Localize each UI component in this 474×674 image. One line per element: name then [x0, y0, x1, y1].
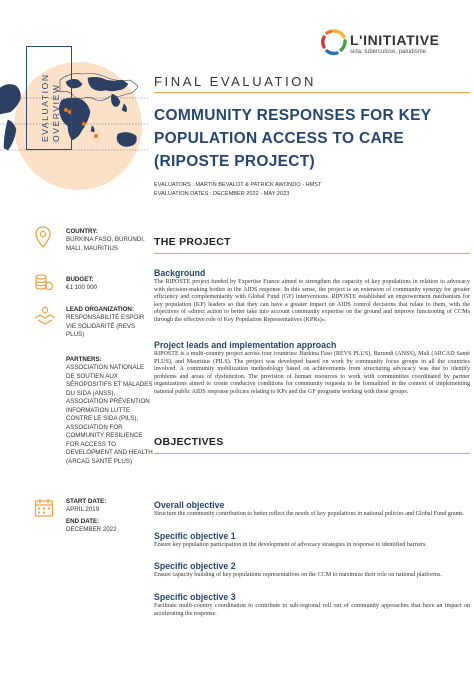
partners-block — [66, 356, 154, 466]
start-date-label: START DATE: — [66, 498, 107, 505]
evaluation-overview-label: EVALUATION OVERVIEW — [40, 73, 61, 142]
coins-icon — [34, 274, 54, 292]
objectives-divider — [154, 453, 470, 454]
specific-objective-2-heading: Specific objective 2 — [154, 561, 236, 571]
evaluators-line: EVALUATORS : MARTIN BEVALOT & PATRICK AWONDO - HMST — [154, 182, 322, 188]
linitiative-logo — [318, 26, 468, 66]
project-heading: THE PROJECT — [154, 236, 231, 248]
country-label: COUNTRY: — [66, 228, 98, 235]
end-date-block — [66, 518, 154, 535]
project-leads-heading: Project leads and implementation approach — [154, 340, 337, 350]
project-leads-text: RIPOSTE is a multi-country project across four countries: Burkina Faso (REVS PLUS), Burundi (ANSS), Mali (ARCAD Santé PLUS), and Mauritius (PILS). The project was developed based on work by community focus groups in all the countries involved. A community mobilization methodology based on achievements from structuring advocacy was due to identify problems and areas of dysfunction. The provision of human resources to work with communities coordinated by partner organizations aimed to create conducive conditions for community requests to be formalized in the context of implementing national public AIDS response policies relating to KPs and the GF programs working with these groups. — [154, 351, 470, 395]
partners-label: PARTNERS: — [66, 356, 102, 363]
background-heading: Background — [154, 268, 206, 278]
kicker-divider — [154, 92, 470, 93]
calendar-icon — [34, 498, 54, 518]
logo-mark-icon — [320, 28, 348, 56]
country-block — [66, 228, 154, 253]
budget-block — [66, 276, 154, 293]
start-date-value: APRIL 2019 — [66, 506, 100, 513]
overall-objective-heading: Overall objective — [154, 500, 225, 510]
logo-tagline: sida, tuberculose, paludisme — [350, 49, 427, 55]
specific-objective-2-text: Ensure capacity building of key populations representatives on the CCM to maximize their role on national platforms. — [154, 572, 442, 578]
lead-organization-value: RESPONSABILITÉ ESPOIR VIE SOLIDARITÉ (REVS PLUS) — [66, 314, 145, 338]
specific-objective-3-text: Facilitate multi-country coordination to contribute to sub-regional roll out of community approaches that have an impact on accelerating the response. — [154, 603, 470, 617]
partners-value: ASSOCIATION NATIONALE DE SOUTIEN AUX SÉROPOSITIFS ET MALADES DU SIDA (ANSS), ASSOCIATION PRÉVENTION INFORMATION LUTTE CONTRE LE SIDA (PILS), ASSOCIATION FOR COMMUNITY RESILIENCE FOR ACCESS TO DEVELOPMENT AND HEALTH (ARCAD SANTÉ PLUS) — [66, 364, 153, 465]
objectives-heading: OBJECTIVES — [154, 436, 224, 448]
evaluation-meta — [154, 181, 321, 199]
specific-objective-1-heading: Specific objective 1 — [154, 531, 236, 541]
location-pin-icon — [34, 226, 52, 248]
end-date-label: END DATE: — [66, 518, 100, 525]
overall-objective-text: Structure the community contribution to better reflect the needs of key populations in national policies and Global Fund grants. — [154, 511, 465, 517]
lead-organization-label: LEAD ORGANIZATION: — [66, 306, 134, 313]
document-title: COMMUNITY RESPONSES FOR KEY POPULATION ACCESS TO CARE (RIPOSTE PROJECT) — [154, 107, 432, 170]
country-value: BURKINA FASO, BURUNDI, MALI, MAURITIUS — [66, 236, 145, 252]
evaluation-dates-line: EVALUATION DATES : DECEMBER 2022 - MAY 2023 — [154, 191, 290, 197]
start-date-block — [66, 498, 154, 515]
lead-organization-block — [66, 306, 154, 340]
budget-label: BUDGET: — [66, 276, 94, 283]
project-divider — [154, 253, 470, 254]
handshake-icon — [34, 306, 56, 326]
specific-objective-1-text: Ensure key population participation in the development of advocacy strategies in response to identified barriers. — [154, 542, 427, 548]
specific-objective-3-heading: Specific objective 3 — [154, 592, 236, 602]
background-text: The RIPOSTE project funded by Expertise France aimed to strengthen the capacity of key populations in relation to advocacy with decision-making bodies in the AIDS response. In this sense, the project is an extension of community synergy for greater efficiency and complementarity with Global Fund (GF) interventions. RIPOSTE established an empowerment mechanism for key population (KP) leaders so that they can have a greater impact on AIDS control decisions that relate to them, with the objectives of «direct action to better take into account community expertise on the ground and improve functioning of CCMs through the effective role of Key Population Representatives (KPRs)». — [154, 279, 470, 323]
map-zone — [0, 0, 148, 205]
budget-value: €1 100 000 — [66, 284, 97, 291]
world-map-illustration — [0, 60, 148, 190]
document-kicker: FINAL EVALUATION — [154, 74, 316, 89]
end-date-value: DECEMBER 2022 — [66, 526, 117, 533]
logo-name: L'INITIATIVE — [350, 32, 440, 48]
